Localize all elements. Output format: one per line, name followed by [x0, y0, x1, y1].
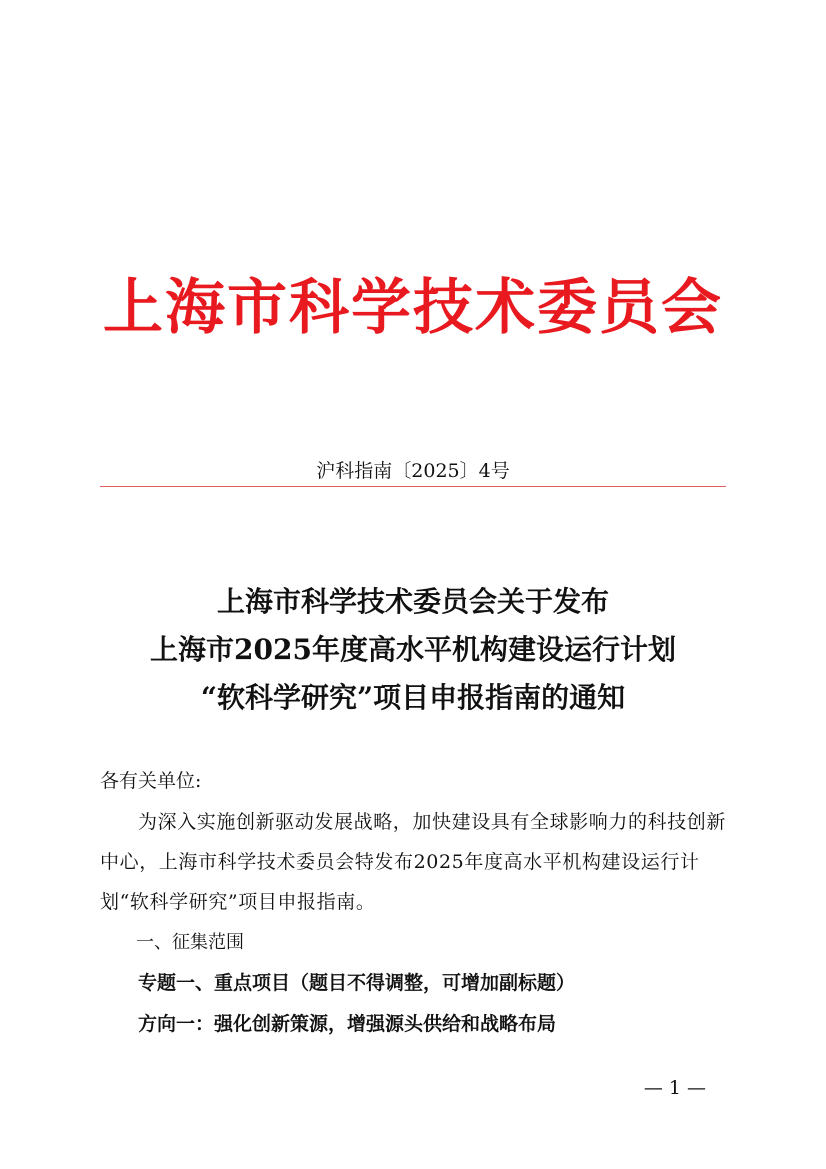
title-line-1: 上海市科学技术委员会关于发布: [216, 585, 609, 618]
document-number: 沪科指南〔2025〕4号: [316, 460, 510, 482]
page-number: — 1 —: [643, 1077, 706, 1099]
direction-heading-one: 方向一：强化创新策源，增强源头供给和战略布局: [138, 1013, 557, 1035]
document-body: [100, 764, 730, 1045]
red-divider-line: [100, 486, 726, 487]
intro-paragraph: 为深入实施创新驱动发展战略，加快建设具有全球影响力的科技创新中心，上海市科学技术委员会特发布2025年度高水平机构建设运行计划“软科学研究”项目申报指南。: [100, 811, 727, 913]
title-line-3: “软科学研究”项目申报指南的通知: [200, 681, 626, 714]
title-line-2: 上海市2025年度高水平机构建设运行计划: [150, 633, 676, 666]
section-heading-scope: 一、征集范围: [136, 932, 244, 953]
notice-title: [0, 578, 826, 722]
topic-heading-key-projects: 专题一、重点项目（题目不得调整，可增加副标题）: [138, 972, 576, 994]
salutation: 各有关单位:: [100, 770, 202, 792]
masthead-title: 上海市科学技术委员会: [103, 273, 723, 343]
